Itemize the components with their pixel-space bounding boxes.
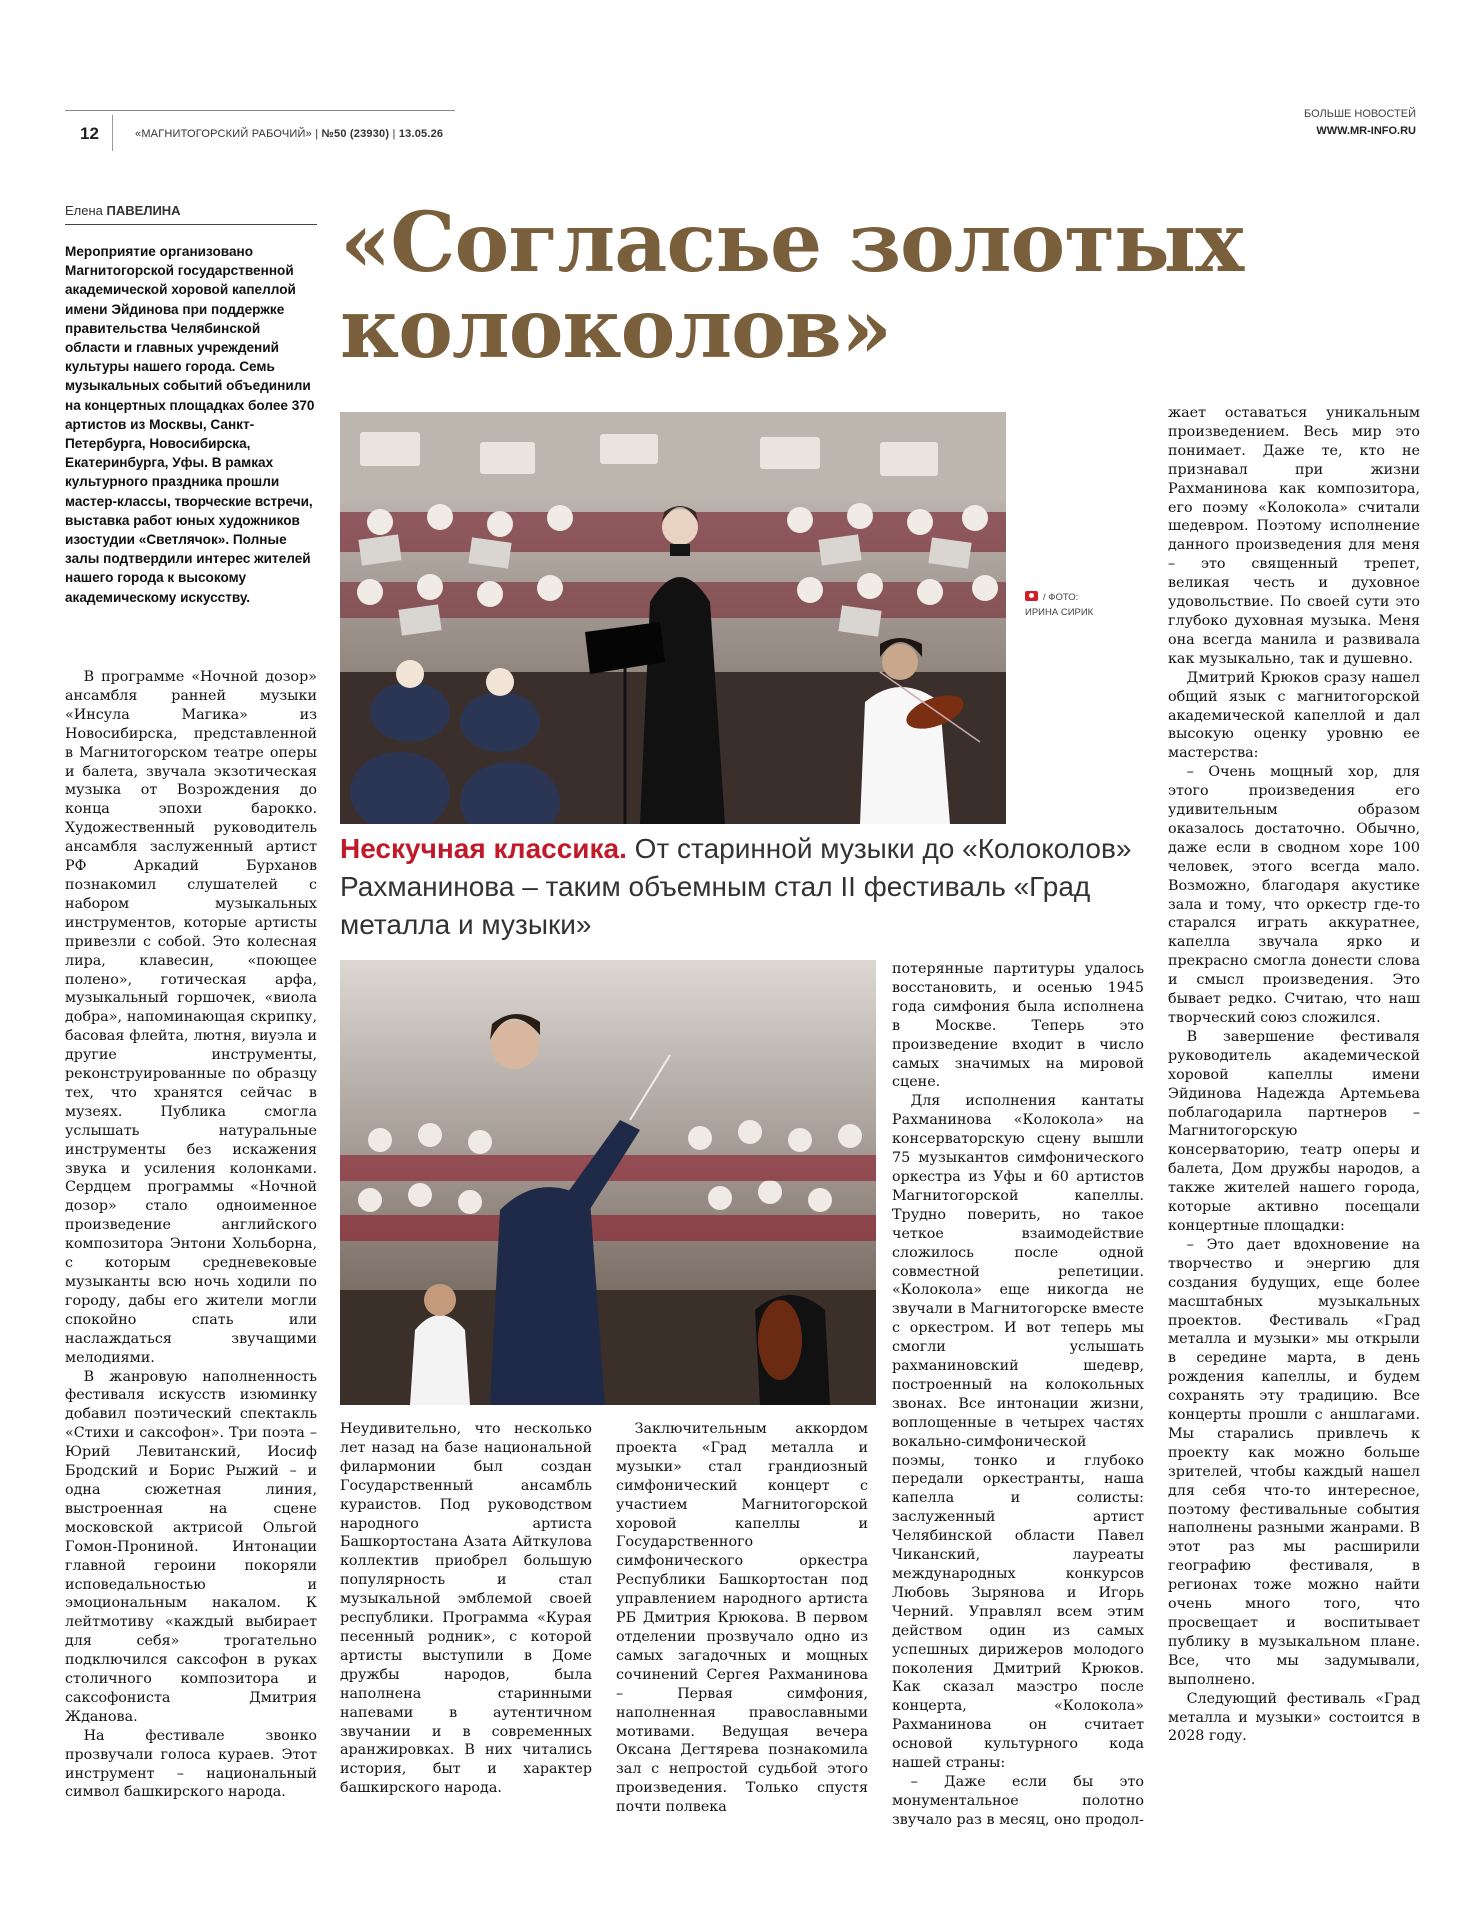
- col5-paragraph: Следующий фестиваль «Град металла и музыки» состоится в 2028 году.: [1168, 1690, 1420, 1745]
- col4-paragraph: потерянные партитуры удалось восстановить, и осенью 1945 года симфония была исполнена в Москве. Теперь это произведение входит в число самых значимых на мировой сцене.: [892, 961, 1144, 1091]
- column-3: [616, 1420, 868, 1817]
- caption-rubric: Нескучная классика.: [340, 833, 627, 864]
- column-4: [892, 960, 1144, 1830]
- masthead: «МАГНИТОГОРСКИЙ РАБОЧИЙ» | №50 (23930) | 13.05.26: [135, 128, 444, 140]
- col5-paragraph: Дмитрий Крюков сразу нашел общий язык с магнитогорской академической капеллой и дал высокую оценку уровню ее мастерства:: [1168, 669, 1420, 762]
- author-last-name: ПАВЕЛИНА: [106, 203, 181, 218]
- col3-paragraph: Заключительным аккордом проекта «Град металла и музыки» стал грандиозный симфонический концерт с участием Магнитогорской хоровой капеллы и Государственного симфонического оркестра Республики Башкортостан под управлением народного артиста РБ Дмитрия Крюкова. В первом отделении прозвучало одно из самых загадочных и мощных сочинений Сергея Рахманинова – Первая симфония, наполненная православными мотивами. Ведущая вечера Оксана Дегтярева познакомила зал с непростой судьбой этого произведения. Только спустя почти полвека: [616, 1421, 868, 1816]
- article-lead: Мероприятие организовано Магнитогорской государственной академической хоровой капеллой имени Эйдинова при поддержке правительства Челябинской области и главных учреждений культуры нашего города. Семь музыкальных событий объединили на концертных площадках более 370 артистов из Москвы, Санкт-Петербурга, Новосибирска, Екатеринбурга, Уфы. В рамках культурного праздника прошли мастер-классы, творческие встречи, выставка работ юных художников изостудии «Светлячок». Полные залы подтвердили интерес жителей нашего города к высокому академическому искусству.: [65, 244, 315, 605]
- conductor-illustration: [340, 960, 876, 1405]
- byline-rule: [65, 224, 317, 225]
- col5-paragraph: В завершение фестиваля руководитель академической хоровой капеллы имени Эйдинова Надежда Артемьева поблагодарила партнеров – Магнитогорскую консерваторию, театр оперы и балета, Дом дружбы народов, а также жителей нашего города, которые активно посещали концертные площадки:: [1168, 1028, 1420, 1234]
- col1-paragraph: На фестивале звонко прозвучали голоса кураев. Этот инструмент – национальный символ башкирского народа.: [65, 1727, 317, 1801]
- issue-number: №50 (23930): [321, 128, 390, 140]
- page-number-divider: [112, 115, 113, 151]
- page-number: 12: [80, 124, 99, 143]
- photo-choir: [340, 412, 1006, 824]
- col1-paragraph: В программе «Ночной дозор» ансамбля ранней музыки «Инсула Магика» из Новосибирска, представленной в Магнитогорском театре оперы и балета, звучала экзотическая музыка от Возрождения до конца эпохи барокко. Художественный руководитель ансамбля заслуженный артист РФ Аркадий Бурханов познакомил слушателей с набором музыкальных инструментов, которые артисты привезли с собой. Это колесная лира, клавесин, «поющее полено», готическая арфа, музыкальный горшочек, «виола добра», напоминающая скрипку, басовая флейта, лютня, виуэла и другие инструменты, реконструированные по образцу тех, что хранятся сейчас в музеях. Публика смогла услышать натуральные инструменты без искажения звука и усиления колонками. Сердцем программы «Ночной дозор» стало одноименное произведение английского композитора Энтони Хольборна, с которым средневековые музыканты всю ночь ходили по городу, дабы его жители могли спокойно спать или наслаждаться звучащими мелодиями.: [65, 669, 317, 1366]
- col4-paragraph: Для исполнения кантаты Рахманинова «Колокола» на консерваторскую сцену вышли 75 музыкантов симфонического оркестра из Уфы и 60 артистов Магнитогорской капеллы. Трудно поверить, но такое четкое взаимодействие сложилось после одной совместной репетиции. «Колокола» еще никогда не звучали в Магнитогорске вместе с оркестром. И вот теперь мы смогли услышать рахманиновский шедевр, построенный на колокольных звонах. Все интонации жизни, воплощенные в четырех частях вокально-симфонической поэмы, тонко и глубоко передали оркестранты, наша капелла и солисты: заслуженный артист Челябинской области Павел Чиканский, лауреаты международных конкурсов Любовь Зырянова и Игорь Черний. Управлял всем этим действом один из самых успешных дирижеров молодого поколения Дмитрий Крюков. Как сказал маэстро после концерта, «Колокола» Рахманинова он считает основой культурного кода нашей страны:: [892, 1093, 1144, 1772]
- author-first-name: Елена: [65, 203, 103, 218]
- site-link[interactable]: WWW.MR-INFO.RU: [1316, 125, 1416, 137]
- issue-date: 13.05.26: [398, 128, 444, 140]
- col2-paragraph: Неудивительно, что несколько лет назад на базе национальной филармонии был создан Государственный ансамбль кураистов. Под руководством народного артиста Башкортостана Азата Айткулова коллектив приобрел большую популярность и стал музыкальной эмблемой своей республики. Программа «Курая песенный родник», с которой артисты выступили в Доме дружбы народов, была наполнена старинными напевами в аутентичном звучании и в современных аранжировках. В них читались история, быт и характер башкирского народа.: [340, 1421, 592, 1797]
- more-news-label: БОЛЬШЕ НОВОСТЕЙ: [1303, 108, 1416, 120]
- article-title: «Согласье золотых колоколов»: [340, 195, 1244, 377]
- newspaper-name: «МАГНИТОГОРСКИЙ РАБОЧИЙ»: [135, 128, 312, 140]
- credit-name: ИРИНА СИРИК: [1025, 607, 1094, 618]
- photo-caption: [340, 830, 1140, 944]
- column-5: [1168, 404, 1420, 1746]
- camera-icon: [1025, 591, 1038, 601]
- col5-paragraph: – Это дает вдохновение на творчество и энергию для создания будущих, еще более масштабных музыкальных проектов. Фестиваль «Град металла и музыки» мы открыли в середине марта, в день рождения капеллы, и будем сохранять эту традицию. Все концерты прошли с аншлагами. Мы старались привлечь к проекту как можно больше зрителей, чтобы каждый нашел для себя что-то интересное, поэтому фестивальные события наполнены разными жанрами. В этот раз мы расширили географию фестиваля, в регионах тоже можно найти очень много того, что просвещает и воспитывает публику в музыкальном плане. Все, что мы задумывали, выполнено.: [1168, 1236, 1420, 1688]
- col4-paragraph: – Даже если бы это монументальное полотно звучало раз в месяц, оно продол-: [892, 1773, 1144, 1828]
- col5-paragraph: – Очень мощный хор, для этого произведения его удивительным образом оказалось достаточно. Обычно, даже если в сводном хоре 100 человек, этого всегда мало. Возможно, благодаря акустике зала и тому, что оркестр где-то старался играть аккуратнее, капелла звучала ярко и прекрасно смогла донести слова и смысл произведения. Это бывает редко. Считаю, что наш творческий союз сложился.: [1168, 764, 1420, 1026]
- more-news-block: [1304, 106, 1416, 140]
- choir-illustration: [340, 412, 1006, 824]
- column-2: [340, 1420, 592, 1798]
- col1-paragraph: В жанровую наполненность фестиваля искусств изюминку добавил поэтический спектакль «Стихи и саксофон». Три поэта – Юрий Левитанский, Иосиф Бродский и Борис Рыжий – и одна сюжетная линия, выстроенная на сцене московской актрисой Ольгой Гомон-Прониной. Интонации главной героини покоряли исповедальностью и эмоциональным накалом. К лейтмотиву «каждый выбирает для себя» трогательно подключился саксофон в руках столичного композитора и саксофониста Дмитрия Жданова.: [65, 1368, 317, 1725]
- photo-credit: [1025, 590, 1175, 620]
- author-byline: [65, 203, 181, 218]
- col5-paragraph: жает оставаться уникальным произведением. Весь мир это понимает. Даже те, кто не признавал при жизни Рахманинова как композитора, его поэму «Колокола» считали шедевром. Поэтому исполнение данного произведения для меня – это священный трепет, великая честь и духовное удовольствие. По своей сути это глубоко духовная музыка. Меня она всегда манила и развивала как музыкально, так и душевно.: [1168, 405, 1420, 667]
- credit-label: / ФОТО:: [1043, 592, 1079, 603]
- header-rule: [65, 110, 455, 111]
- caption-text: От старинной музыки до «Колоколов» Рахманинова – таким объемным стал II фестиваль «Град металла и музыки»: [340, 833, 1132, 940]
- photo-conductor: [340, 960, 876, 1405]
- column-1: [65, 668, 317, 1802]
